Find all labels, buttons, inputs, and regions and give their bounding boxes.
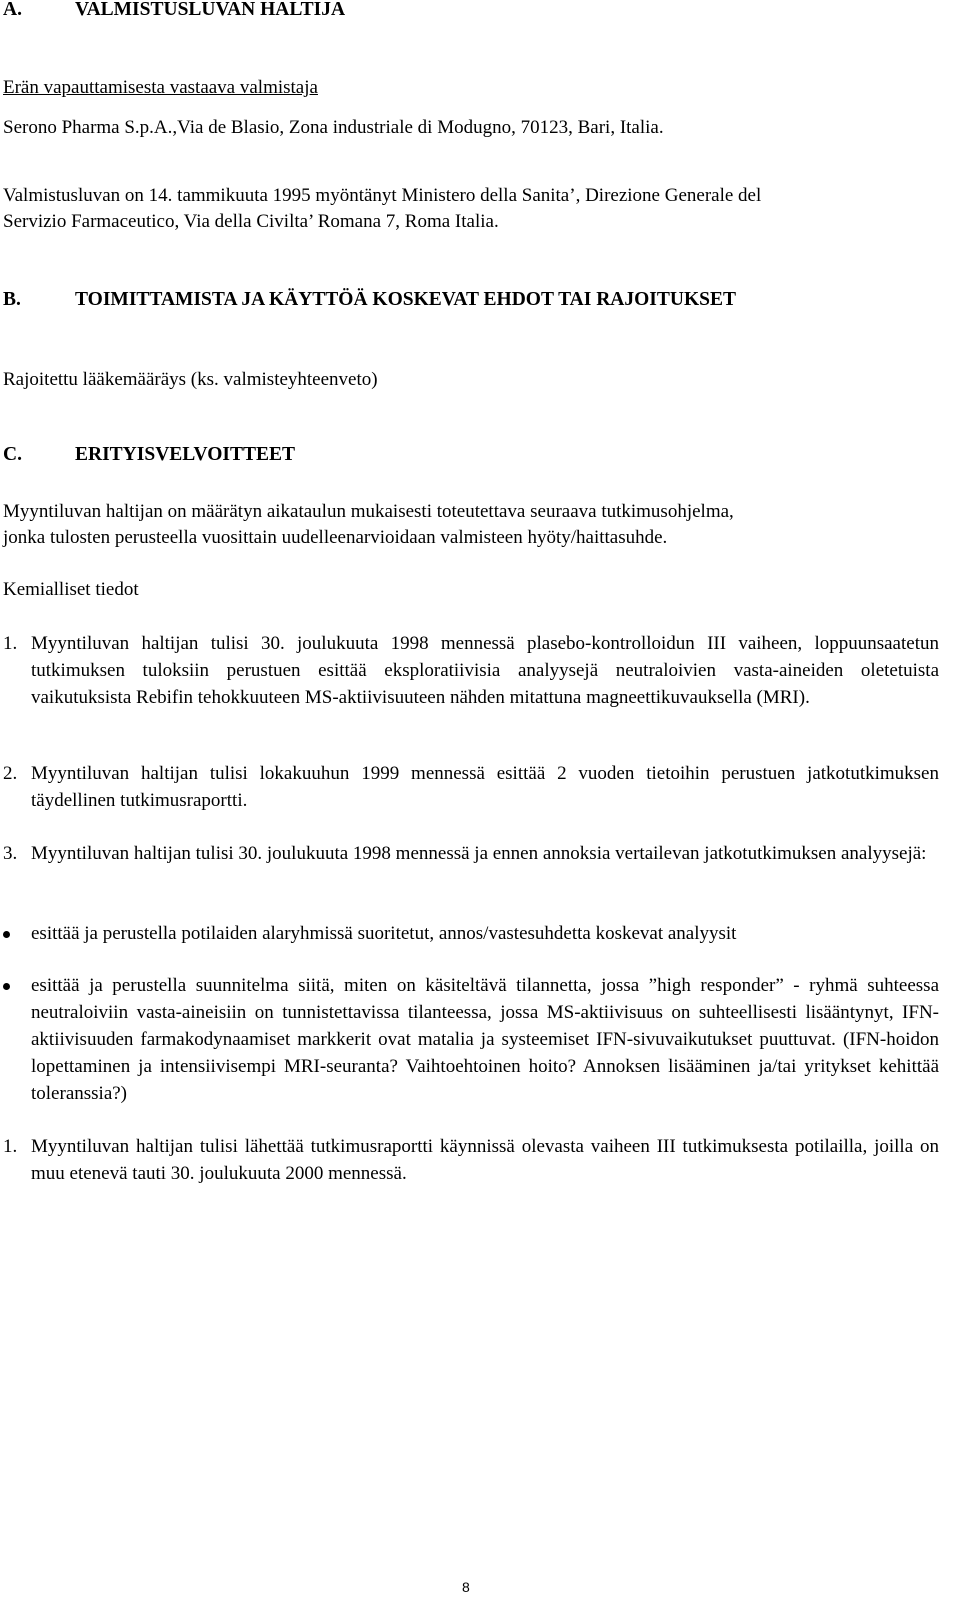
bullet-text: esittää ja perustella potilaiden alaryhmissä suoritetut, annos/vastesuhdetta koskevat analyysit <box>31 923 737 944</box>
obligation-item <box>3 630 939 711</box>
obligation-text: Myyntiluvan haltijan tulisi lähettää tutkimusraportti käynnissä olevasta vaiheen III tutkimuksesta potilailla, joilla on muu etenevä tauti 30. joulukuuta 2000 mennessä. <box>31 1136 939 1184</box>
section-c-subheading: Kemialliset tiedot <box>3 579 139 600</box>
license-line-2: Servizio Farmaceutico, Via della Civilta’ Romana 7, Roma Italia. <box>3 211 499 232</box>
section-b-letter: B. <box>3 289 21 310</box>
section-c-intro-line-2: jonka tulosten perusteella vuosittain uudelleenarvioidaan valmisteen hyöty/haittasuhde. <box>3 527 668 548</box>
section-c-heading <box>3 441 295 468</box>
bullet-icon <box>3 931 10 938</box>
license-line-1: Valmistusluvan on 14. tammikuuta 1995 myöntänyt Ministero della Sanita’, Direzione Generale del <box>3 185 762 206</box>
obligation-text: Myyntiluvan haltijan tulisi 30. joulukuuta 1998 mennessä ja ennen annoksia vertailevan jatkotutkimuksen analyysejä: <box>31 843 927 864</box>
section-c-letter: C. <box>3 444 22 465</box>
obligation-number: 3. <box>3 843 18 864</box>
bullet-item <box>3 972 939 1107</box>
section-b-text: Rajoitettu lääkemääräys (ks. valmisteyhteenveto) <box>3 369 378 390</box>
section-a-heading <box>3 0 345 23</box>
obligation-number: 1. <box>3 633 18 654</box>
bullet-icon <box>3 983 10 990</box>
section-a-letter: A. <box>3 0 22 20</box>
section-c-intro-line-1: Myyntiluvan haltijan on määrätyn aikataulun mukaisesti toteutettava seuraava tutkimusohjelma, <box>3 501 734 522</box>
manufacturer-address: Serono Pharma S.p.A.,Via de Blasio, Zona industriale di Modugno, 70123, Bari, Italia. <box>3 117 664 138</box>
obligation-text: Myyntiluvan haltijan tulisi lokakuuhun 1999 mennessä esittää 2 vuoden tietoihin perustuen jatkotutkimuksen täydellinen tutkimusraportti. <box>31 763 939 811</box>
bullet-text: esittää ja perustella suunnitelma siitä, miten on käsiteltävä tilannetta, jossa ”high responder” - ryhmä suhteessa neutraloiviin vasta-aineisiin on tunnistettavissa tilanteessa, jossa MS-aktiivisuus on suhteellisesti lisääntynyt, IFN-aktiivisuuden farmakodynaamiset markkerit ovat matalia ja systeemiset IFN-sivuvaikutukset puuttuvat. (IFN-hoidon lopettaminen ja intensiivisempi MRI-seuranta? Vaihtoehtoinen hoito? Annoksen lisääminen ja/tai yritykset kehittää toleranssia?) <box>31 975 939 1104</box>
bullet-item <box>3 920 939 947</box>
obligation-item <box>3 760 939 814</box>
obligation-item <box>3 840 939 867</box>
obligation-number: 2. <box>3 763 18 784</box>
section-c-title: ERITYISVELVOITTEET <box>75 444 295 465</box>
obligation-item <box>3 1133 939 1187</box>
obligation-text: Myyntiluvan haltijan tulisi 30. joulukuuta 1998 mennessä plasebo-kontrolloidun III vaiheen, loppuunsaatetun tutkimuksen tuloksiin perustuen esittää eksploratiivisia analyysejä neutraloivien vasta-aineiden oletetuista vaikutuksista Rebifin tehokkuuteen MS-aktiivisuuteen nähden mitattuna magneettikuvauksella (MRI). <box>31 633 939 708</box>
section-b-title: TOIMITTAMISTA JA KÄYTTÖÄ KOSKEVAT EHDOT TAI RAJOITUKSET <box>75 289 737 310</box>
section-b-heading <box>3 286 736 313</box>
page-number: 8 <box>462 1579 470 1595</box>
obligation-number: 1. <box>3 1136 18 1157</box>
section-a-title: VALMISTUSLUVAN HALTIJA <box>75 0 346 20</box>
manufacturer-heading: Erän vapauttamisesta vastaava valmistaja <box>3 77 318 98</box>
